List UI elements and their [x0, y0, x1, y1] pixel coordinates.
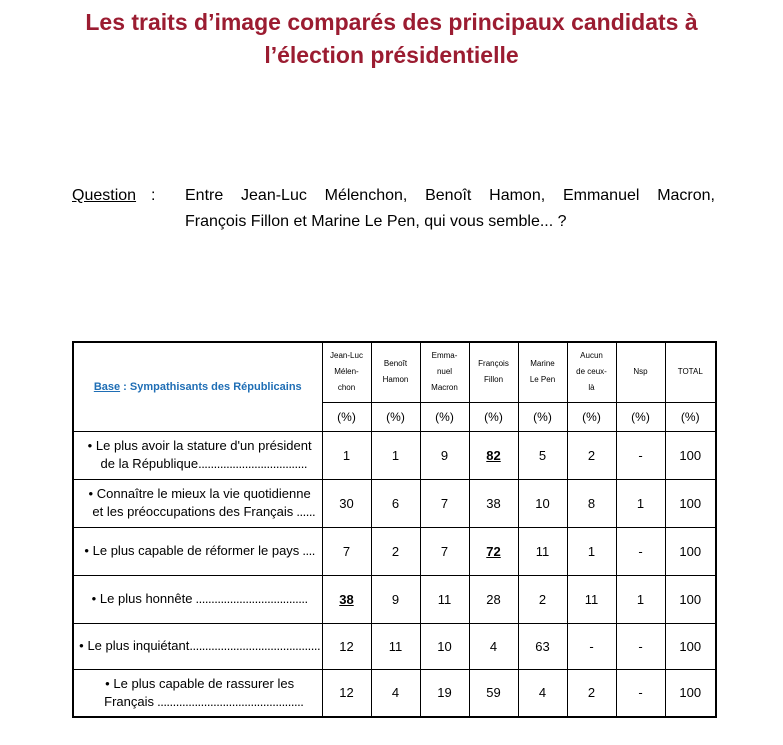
column-unit: (%) — [469, 402, 518, 431]
column-header-line: chon — [337, 383, 356, 393]
bullet-icon: • — [84, 543, 89, 558]
value-cell: - — [616, 623, 665, 669]
value-cell: 4 — [371, 669, 420, 717]
bullet-icon: • — [88, 486, 94, 501]
column-header-line: là — [588, 383, 595, 393]
question-text-line-2: François Fillon et Marine Le Pen, qui vous semble... ? — [185, 213, 567, 230]
column-header — [469, 342, 518, 402]
row-label-line-1: Le plus capable de rassurer les — [113, 675, 295, 691]
value-cell: 1 — [371, 431, 420, 479]
value-cell: 28 — [469, 575, 518, 623]
column-header-line: Aucun — [580, 351, 603, 361]
row-label-line-1: Le plus avoir la stature d'un président — [95, 438, 312, 453]
title-line-1: Les traits d’image comparés des principaux candidats à — [85, 9, 698, 35]
column-header-line: Benoît — [383, 359, 408, 369]
column-header — [371, 342, 420, 402]
value-cell: 10 — [420, 623, 469, 669]
row-label — [73, 623, 322, 669]
table-row — [73, 527, 716, 575]
value-cell: 2 — [371, 527, 420, 575]
row-label-line-1: Le plus inquiétant — [87, 638, 190, 653]
table-row — [73, 623, 716, 669]
row-label — [73, 479, 322, 527]
column-header-line: TOTAL — [677, 367, 703, 377]
base-text: : Sympathisants des Républicains — [120, 380, 302, 393]
column-unit: (%) — [420, 402, 469, 431]
column-unit: (%) — [567, 402, 616, 431]
leader-dots: .................................... — [192, 591, 308, 606]
value-cell: 6 — [371, 479, 420, 527]
row-label-line-2: et les préoccupations des Français — [92, 504, 294, 519]
value-cell: 7 — [322, 527, 371, 575]
title-line-2: l’élection présidentielle — [264, 42, 519, 68]
value-cell: - — [567, 623, 616, 669]
column-header-line: nuel — [436, 367, 453, 377]
column-header-line: Hamon — [382, 375, 409, 385]
column-header — [665, 342, 716, 402]
value-cell: 11 — [518, 527, 567, 575]
value-cell: - — [616, 431, 665, 479]
column-header-line: Fillon — [483, 375, 504, 385]
value-cell: 8 — [567, 479, 616, 527]
value-cell: 100 — [665, 479, 716, 527]
column-header-line: Jean-Luc — [330, 351, 363, 361]
question-colon: : — [151, 187, 156, 204]
leader-dots: ...... — [293, 504, 316, 519]
value-cell: 2 — [567, 431, 616, 479]
leader-dots: ................................... — [198, 456, 307, 471]
value-cell: 100 — [665, 623, 716, 669]
row-label — [73, 575, 322, 623]
leader-dots: ............................................... — [153, 693, 304, 709]
column-header-line: François — [478, 359, 509, 369]
row-label — [73, 527, 322, 575]
value-cell: 12 — [322, 623, 371, 669]
value-cell: 1 — [616, 479, 665, 527]
value-cell: 19 — [420, 669, 469, 717]
column-header-line: Nsp — [633, 367, 648, 377]
row-label-line-1: Connaître le mieux la vie quotidienne — [96, 486, 311, 501]
value-cell: - — [616, 527, 665, 575]
value-cell: 100 — [665, 431, 716, 479]
table-row — [73, 575, 716, 623]
value-cell: 7 — [420, 479, 469, 527]
table-row — [73, 431, 716, 479]
column-header-line: Macron — [431, 383, 458, 393]
column-header-line: Le Pen — [529, 375, 556, 385]
value-cell: 12 — [322, 669, 371, 717]
bullet-icon: • — [79, 638, 84, 653]
question-text — [185, 183, 715, 235]
value-cell: 82 — [469, 431, 518, 479]
column-unit: (%) — [322, 402, 371, 431]
base-label: Base — [93, 380, 121, 393]
leader-dots: .......................................... — [189, 638, 321, 653]
results-table — [72, 341, 717, 718]
value-cell: 38 — [469, 479, 518, 527]
value-cell: 100 — [665, 669, 716, 717]
value-cell: 9 — [420, 431, 469, 479]
value-cell: 10 — [518, 479, 567, 527]
row-label-line-2: Français — [104, 693, 154, 709]
row-label-line-1: Le plus honnête — [99, 591, 193, 606]
value-cell: 1 — [322, 431, 371, 479]
value-cell: 4 — [469, 623, 518, 669]
column-header-line: de ceux- — [576, 367, 607, 377]
page-title — [40, 6, 743, 72]
value-cell: 30 — [322, 479, 371, 527]
bullet-icon: • — [105, 675, 110, 691]
value-cell: 9 — [371, 575, 420, 623]
row-label-line-1: Le plus capable de réformer le pays — [92, 543, 300, 558]
row-label-line-2: de la République — [100, 456, 199, 471]
value-cell: 7 — [420, 527, 469, 575]
column-header — [567, 342, 616, 402]
value-cell: 63 — [518, 623, 567, 669]
column-header — [322, 342, 371, 402]
base-cell — [73, 342, 322, 431]
value-cell: 2 — [567, 669, 616, 717]
value-cell: 11 — [420, 575, 469, 623]
value-cell: 72 — [469, 527, 518, 575]
value-cell: 5 — [518, 431, 567, 479]
column-unit: (%) — [518, 402, 567, 431]
value-cell: 100 — [665, 527, 716, 575]
row-label — [73, 431, 322, 479]
bullet-icon: • — [87, 438, 93, 453]
value-cell: - — [616, 669, 665, 717]
column-unit: (%) — [665, 402, 716, 431]
value-cell: 11 — [371, 623, 420, 669]
bullet-icon: • — [91, 591, 97, 606]
value-cell: 1 — [567, 527, 616, 575]
value-cell: 1 — [616, 575, 665, 623]
column-header-line: Marine — [530, 359, 555, 369]
value-cell: 2 — [518, 575, 567, 623]
leader-dots: .... — [299, 543, 315, 558]
question-text-line-1: Entre Jean-Luc Mélenchon, Benoît Hamon, Emmanuel Macron, — [185, 187, 715, 204]
row-label — [73, 669, 322, 717]
value-cell: 11 — [567, 575, 616, 623]
value-cell: 4 — [518, 669, 567, 717]
value-cell: 38 — [322, 575, 371, 623]
column-header-line: Mélen- — [334, 367, 359, 377]
column-header-line: Emma- — [431, 351, 458, 361]
column-unit: (%) — [616, 402, 665, 431]
column-header — [518, 342, 567, 402]
table-row — [73, 479, 716, 527]
table-row — [73, 669, 716, 717]
column-header — [420, 342, 469, 402]
value-cell: 100 — [665, 575, 716, 623]
column-header — [616, 342, 665, 402]
value-cell: 59 — [469, 669, 518, 717]
question-label: Question — [72, 187, 137, 204]
column-unit: (%) — [371, 402, 420, 431]
